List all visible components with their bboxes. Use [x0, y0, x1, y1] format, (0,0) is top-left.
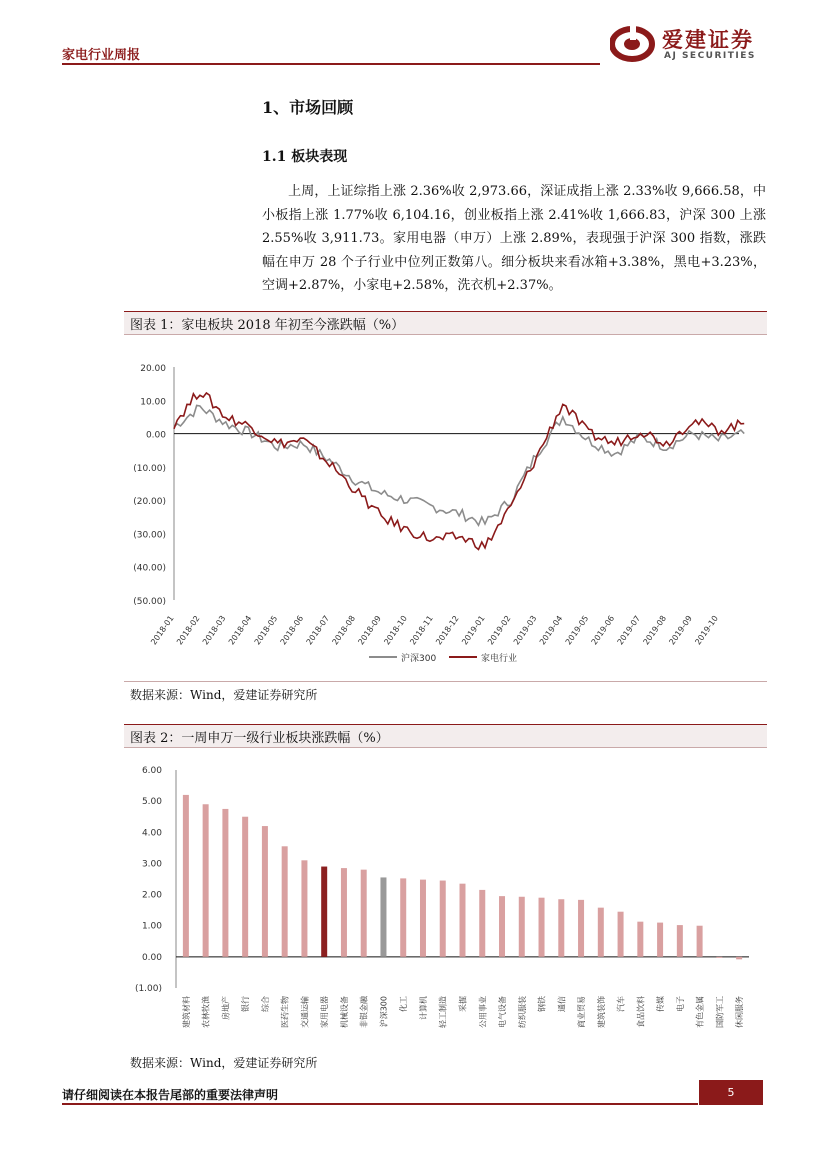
category-label: 食品饮料 — [636, 996, 646, 1028]
figure1-source: 数据来源：Wind，爱建证券研究所 — [130, 688, 318, 702]
category-label: 休闲服务 — [735, 996, 745, 1028]
x-tick-label: 2018-05 — [252, 613, 280, 647]
logo-mark-icon — [610, 26, 658, 62]
y-tick-label: 5.00 — [141, 797, 162, 808]
y-tick-label: (30.00) — [133, 530, 166, 541]
logo-english-name: AJ SECURITIES — [664, 51, 756, 61]
category-label: 通信 — [557, 996, 567, 1012]
x-tick-label: 2018-09 — [356, 613, 383, 647]
x-tick-label: 2019-03 — [511, 613, 539, 647]
bar — [262, 826, 268, 957]
category-label: 房地产 — [221, 996, 231, 1020]
x-tick-label: 2018-08 — [330, 613, 358, 647]
y-tick-label: (20.00) — [133, 497, 166, 508]
category-label: 银行 — [241, 996, 251, 1012]
x-tick-label: 2019-02 — [486, 613, 513, 647]
bar — [420, 880, 426, 957]
figure1-line-chart — [124, 345, 767, 675]
bar — [736, 957, 742, 959]
x-tick-label: 2018-04 — [226, 613, 254, 647]
bar — [499, 896, 505, 957]
bar — [677, 925, 683, 957]
bar — [301, 860, 307, 957]
category-label: 综合 — [260, 996, 270, 1012]
category-label: 商业贸易 — [577, 996, 587, 1028]
category-label: 机械设备 — [339, 996, 349, 1028]
header-rule — [62, 63, 600, 65]
section-title: 1、市场回顾 — [262, 98, 354, 117]
bar — [460, 884, 466, 957]
bar — [598, 908, 604, 957]
bar — [183, 795, 189, 957]
bar — [539, 898, 545, 957]
x-tick-label: 2019-10 — [693, 613, 720, 647]
bar — [242, 817, 248, 957]
x-tick-label: 2018-06 — [278, 613, 306, 647]
category-label: 轻工制造 — [438, 996, 448, 1028]
bar — [203, 804, 209, 957]
bar — [519, 897, 525, 957]
series-line — [174, 405, 744, 525]
x-tick-label: 2019-04 — [537, 613, 565, 647]
bar — [341, 868, 347, 957]
category-label: 电气设备 — [498, 996, 508, 1028]
body-paragraph — [262, 180, 766, 298]
category-label: 建筑材料 — [181, 996, 191, 1028]
y-tick-label: (1.00) — [134, 984, 162, 994]
legal-disclaimer: 请仔细阅读在本报告尾部的重要法律声明 — [62, 1088, 279, 1102]
bar — [380, 877, 386, 956]
y-tick-label: 3.00 — [141, 859, 162, 870]
subsection-title: 1.1 板块表现 — [262, 149, 348, 165]
bar — [697, 926, 703, 957]
category-label: 采掘 — [458, 996, 468, 1012]
x-tick-label: 2018-10 — [382, 613, 409, 647]
bar — [321, 867, 327, 957]
category-label: 交通运输 — [300, 996, 310, 1028]
category-label: 国防军工 — [715, 996, 725, 1028]
bar — [400, 878, 406, 956]
x-tick-label: 2018-01 — [149, 613, 176, 647]
x-tick-label: 2018-03 — [200, 613, 228, 647]
category-label: 有色金属 — [695, 996, 705, 1028]
series-line — [174, 393, 744, 550]
y-tick-label: (40.00) — [133, 563, 166, 574]
category-label: 汽车 — [616, 996, 626, 1012]
x-tick-label: 2019-08 — [641, 613, 669, 647]
category-label: 农林牧渔 — [201, 996, 211, 1028]
bar — [716, 957, 722, 958]
figure2-source: 数据来源：Wind，爱建证券研究所 — [130, 1056, 318, 1070]
footer-rule — [62, 1103, 698, 1105]
x-tick-label: 2019-09 — [667, 613, 694, 647]
category-label: 非银金融 — [359, 996, 369, 1028]
bar — [222, 809, 228, 957]
category-label: 计算机 — [418, 996, 428, 1020]
y-tick-label: 20.00 — [140, 364, 166, 374]
x-tick-label: 2019-05 — [563, 613, 591, 647]
paragraph-text: 上周，上证综指上涨 2.36%收 2,973.66，深证成指上涨 2.33%收 9,666.58，中小板指上涨 1.77%收 6,104.16，创业板指上涨 2.41%收 1,666.83，沪深 300 上涨 2.55%收 3,911.73。家用电器（申万）上涨 2.89%，表现强于沪深 300 指数，涨跌幅在申万 28 个子行业中位列正数第八。细分板块来看冰箱+3.38%，黑电+3.23%，空调+2.87%，小家电+2.58%，洗衣机+2.37%。 — [262, 184, 766, 293]
legend-label: 沪深300 — [401, 654, 437, 664]
x-tick-label: 2018-11 — [408, 613, 435, 647]
y-tick-label: 0.00 — [141, 952, 162, 963]
figure1-source-rule — [124, 681, 767, 682]
category-label: 纺织服装 — [517, 996, 527, 1028]
y-tick-label: 0.00 — [145, 430, 166, 441]
legend-label: 家电行业 — [481, 654, 518, 664]
bar — [479, 890, 485, 957]
y-tick-label: (50.00) — [133, 597, 166, 607]
logo-name: 爱建证券 — [662, 27, 754, 52]
category-label: 钢铁 — [537, 996, 547, 1012]
x-tick-label: 2018-12 — [434, 613, 461, 647]
x-tick-label: 2019-06 — [589, 613, 617, 647]
bar — [282, 846, 288, 957]
category-label: 沪深300 — [379, 996, 389, 1028]
y-tick-label: 10.00 — [140, 397, 166, 408]
y-tick-label: 1.00 — [141, 921, 162, 932]
category-label: 建筑装饰 — [596, 996, 606, 1028]
report-header-title: 家电行业周报 — [62, 48, 141, 63]
x-tick-label: 2019-01 — [460, 613, 487, 647]
bar — [637, 922, 643, 957]
page-number: 5 — [699, 1080, 763, 1105]
figure2-title: 图表 2：一周申万一级行业板块涨跌幅（%） — [130, 731, 389, 746]
bar — [558, 899, 564, 957]
figure2-bar-chart — [124, 760, 767, 1050]
x-tick-label: 2019-07 — [615, 613, 643, 647]
category-label: 电子 — [675, 996, 685, 1012]
figure1-title: 图表 1：家电板块 2018 年初至今涨跌幅（%） — [130, 318, 405, 333]
bar — [440, 881, 446, 957]
category-label: 医药生物 — [280, 996, 290, 1028]
y-tick-label: 6.00 — [141, 766, 162, 776]
bar — [578, 900, 584, 957]
category-label: 化工 — [399, 996, 409, 1012]
y-tick-label: 4.00 — [141, 828, 162, 839]
y-tick-label: 2.00 — [141, 890, 162, 901]
bar — [361, 870, 367, 957]
bar — [657, 923, 663, 957]
category-label: 家用电器 — [320, 996, 330, 1028]
y-tick-label: (10.00) — [133, 463, 166, 474]
x-tick-label: 2018-07 — [304, 613, 332, 647]
bar — [618, 912, 624, 957]
category-label: 公用事业 — [478, 996, 488, 1028]
category-label: 传媒 — [656, 996, 666, 1012]
x-tick-label: 2018-02 — [175, 613, 202, 647]
